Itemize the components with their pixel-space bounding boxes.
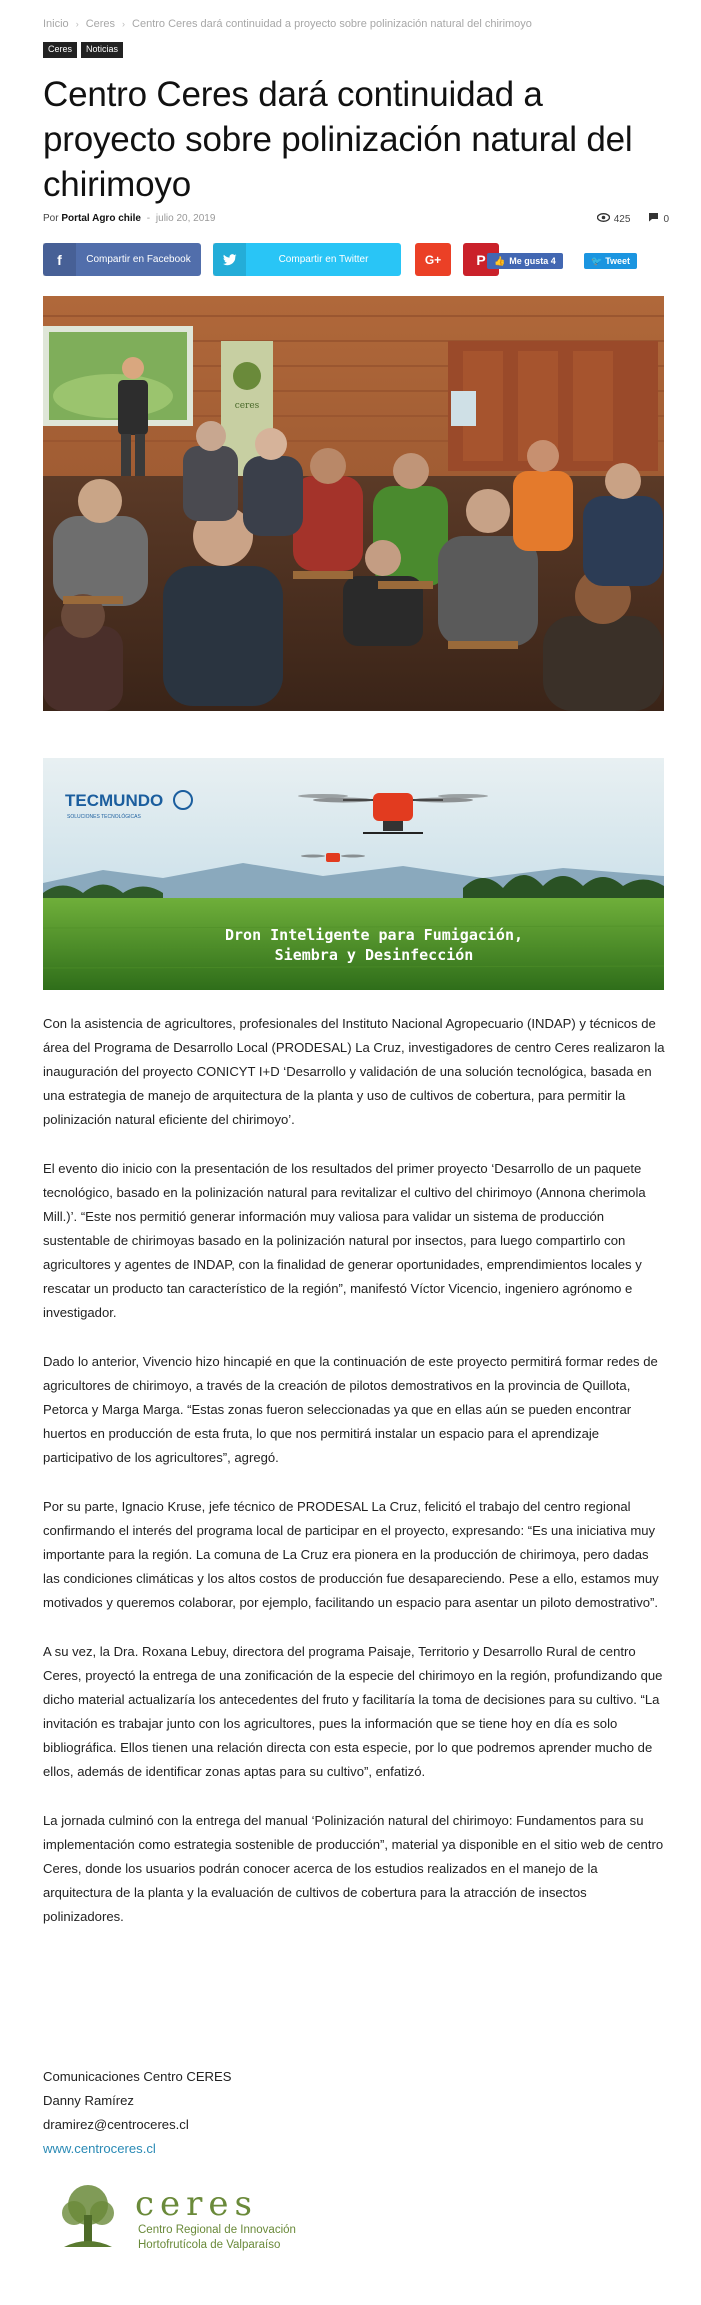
article-paragraph: Por su parte, Ignacio Kruse, jefe técnico de PRODESAL La Cruz, felicitó el trabajo del centro regional confirmando el interés del programa local de participar en el proyecto, expresando: “Es una iniciativa muy importante para la región. La comuna de La Cruz era pionera en la producción de chirimoya, pero dadas las condiciones climáticas y los altos costos de producción fue desapareciendo. Pese a ello, estamos muy motivados y queremos colaborar, por ejemplo, facilitando un espacio para asentar un piloto demostrativo”. [43,1499,659,1610]
facebook-icon: f [43,243,76,276]
contact-website-link[interactable]: www.centroceres.cl [43,2141,156,2156]
twitter-bird-icon: 🐦 [591,255,603,266]
breadcrumb [43,18,532,30]
category-tags [43,42,123,58]
ad-caption-line2: Siembra y Desinfección [274,946,474,964]
banner-ceres-text: ceres [234,401,260,411]
eye-icon [597,213,610,225]
comment-icon [648,212,659,225]
article-body [43,1012,668,1954]
thumbs-up-icon: 👍 [494,255,506,266]
article-paragraph: A su vez, la Dra. Roxana Lebuy, directora del programa Paisaje, Territorio y Desarrollo Rural de centro Ceres, proyectó la entrega de una zonificación de la especie del chirimoyo en la región, profundizando que dicho material actualizaría los antecedentes del fruto y facilitaría la toma de decisiones para su cultivo. “La invitación es trabajar junto con los agricultores, pues la información que se tiene hoy en día es solo bibliográfica. Ellos tienen una relación directa con esta especie, por lo que podremos aprender mucho de ellos, además de identificar zonas aptas para su cultivo”, enfatizó. [43,1644,663,1779]
breadcrumb-home[interactable]: Inicio [43,18,69,30]
article-paragraph: La jornada culminó con la entrega del manual ‘Polinización natural del chirimoyo: Fundamentos para su implementación como estrategia sostenible de producción”, material ya disponible en el sitio web de centro Ceres, donde los usuarios podrán conocer acerca de los estudios realizados en el manejo de la arquitectura de la planta y la evaluación de cultivos de cobertura para la atracción de insectos polinizadores. [43,1813,664,1924]
drone-ad-banner[interactable] [43,758,664,990]
article-photo [43,296,664,711]
ceres-logo [50,2177,320,2257]
pinterest-icon: P [476,251,486,268]
like-label: Me gusta 4 [509,256,556,266]
category-tag-ceres[interactable]: Ceres [43,42,77,58]
contact-email: dramirez@centroceres.cl [43,2117,189,2132]
google-plus-icon: G+ [424,252,442,267]
tweet-button[interactable] [584,253,637,269]
page-title: Centro Ceres dará continuidad a proyecto sobre polinización natural del chirimoyo [43,75,633,204]
tecmundo-logo-text: TECMUNDO [65,791,164,810]
facebook-like-button[interactable] [487,253,563,269]
contact-block [43,2065,232,2161]
share-facebook-label: Compartir en Facebook [86,254,191,265]
logo-line1: Centro Regional de Innovación [138,2224,296,2236]
breadcrumb-category[interactable]: Ceres [85,18,116,30]
views-value: 425 [613,213,631,225]
post-stats [597,212,669,225]
comments-count[interactable] [648,212,669,225]
author-prefix: Por [43,213,59,224]
breadcrumb-current: Centro Ceres dará continuidad a proyecto sobre polinización natural del chirimoyo [132,18,532,30]
chevron-right-icon: › [122,19,126,29]
share-facebook-button[interactable] [43,243,201,276]
views-count [597,213,631,225]
chevron-right-icon: › [75,19,79,29]
post-date: julio 20, 2019 [155,213,216,224]
logo-name: ceres [135,2184,258,2224]
comments-value: 0 [663,214,669,225]
article-paragraph: El evento dio inicio con la presentación de los resultados del primer proyecto ‘Desarrollo de un paquete tecnológico, basado en la polinización natural para revitalizar el cultivo del chirimoyo (Annona cherimola Mill.)’. “Este nos permitió generar información muy valiosa para validar un sistema de producción sustentable de chirimoyas basado en la polinización natural por insectos, para luego compartirlo con agricultores y agentes de INDAP, con la finalidad de generar oportunidades, emprendimientos locales y rescatar un producto tan característico de la región”, manifestó Víctor Vicencio, ingeniero agrónomo e investigador. [43,1161,646,1320]
share-twitter-label: Compartir en Twitter [278,254,369,265]
tweet-label: Tweet [605,256,631,266]
drone-ad-illustration [43,758,664,990]
ceres-logo-graphic [50,2177,320,2257]
share-twitter-button[interactable] [213,243,401,276]
contact-org: Comunicaciones Centro CERES [43,2069,232,2084]
article-paragraph: Con la asistencia de agricultores, profesionales del Instituto Nacional Agropecuario (INDAP) y técnicos de área del Programa de Desarrollo Local (PRODESAL) La Cruz, investigadores de centro Ceres realizaron la inauguración del proyecto CONICYT I+D ‘Desarrollo y validación de una solución tecnológica, basada en una estrategia de manejo de arquitectura de la planta y uso de cultivos de cobertura, para permitir la polinización natural eficiente del chirimoyo’. [43,1016,665,1127]
author-link[interactable]: Portal Agro chile [61,213,141,224]
meta-separator: - [146,213,151,224]
post-meta [43,213,215,224]
twitter-icon [213,243,246,276]
ad-caption-line1: Dron Inteligente para Fumigación, [224,926,524,944]
category-tag-noticias[interactable]: Noticias [81,42,123,58]
article-paragraph: Dado lo anterior, Vivencio hizo hincapié en que la continuación de este proyecto permitirá formar redes de agricultores de chirimoyo, a través de la creación de pilotos demostrativos en la provincia de Quillota, Petorca y Marga Marga. “Estas zonas fueron seleccionadas ya que en ellas aún se pueden encontrar huertos en producción de esta fruta, lo que nos permitirá instalar un espacio para el aprendizaje participativo de los agricultores”, agregó. [43,1354,658,1465]
share-google-button[interactable] [415,243,451,276]
logo-line2: Hortofrutícola de Valparaíso [138,2239,281,2251]
contact-name: Danny Ramírez [43,2093,134,2108]
tecmundo-logo-subtitle: SOLUCIONES TECNOLÓGICAS [67,814,141,820]
event-photo-illustration [43,296,664,711]
